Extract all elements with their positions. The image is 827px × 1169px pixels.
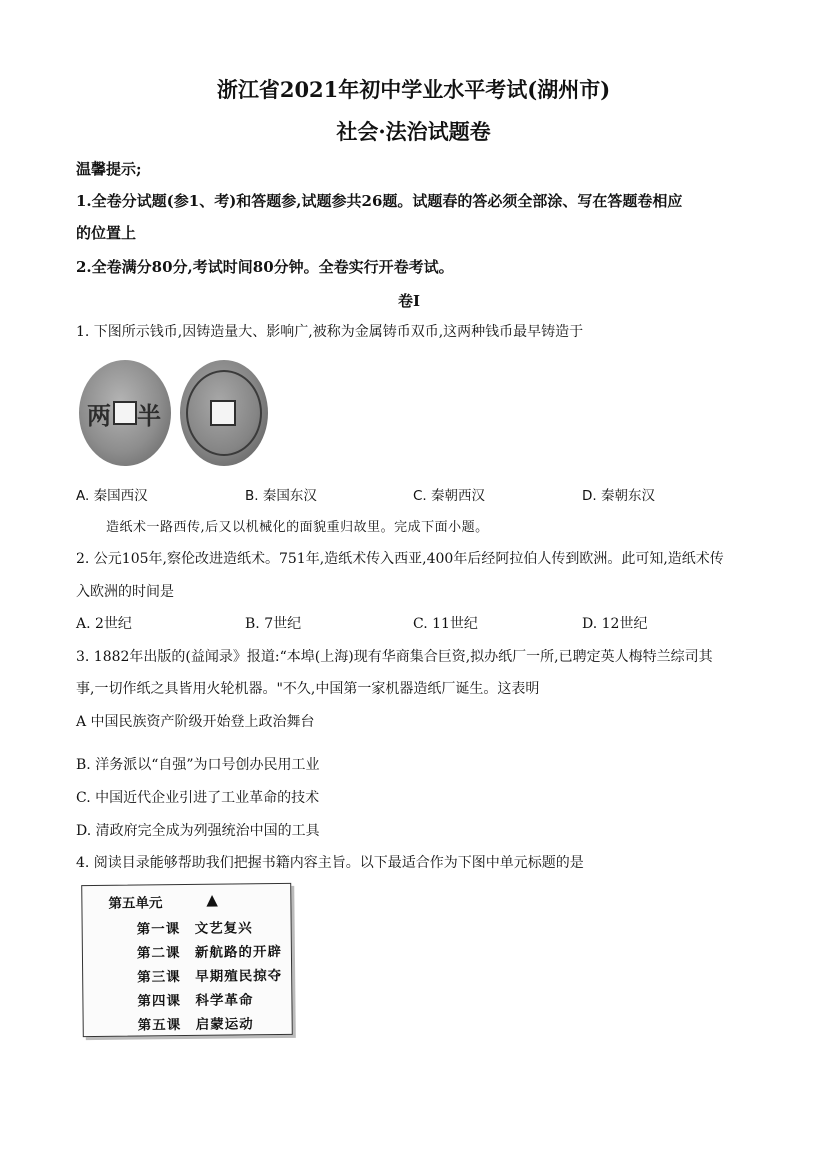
q1-option-d: D. 秦朝东汉	[582, 488, 655, 504]
q2-stem-line-1: 2. 公元105年,察伦改进造纸术。751年,造纸术传入西亚,400年后经阿拉伯人传到欧洲。此可知,造纸术传	[76, 551, 724, 567]
q4-stem: 4. 阅读目录能够帮助我们把握书籍内容主旨。以下最适合作为下图中单元标题的是	[76, 855, 584, 871]
coin-glyph-ban: 半	[137, 401, 161, 430]
q1-stem: 1. 下图所示钱币,因铸造量大、影响广,被称为金属铸币双币,这两种钱币最早铸造于	[76, 324, 584, 340]
q3-option-d: D. 清政府完全成为列强统治中国的工具	[76, 823, 320, 839]
section-label: 卷Ⅰ	[398, 292, 421, 310]
q3-stem-line-1: 3. 1882年出版的(益闻录》报道:“本埠(上海)现有华商集合巨资,拟办纸厂一所,已聘定英人梅特兰综司其	[76, 649, 713, 665]
lesson-name: 早期殖民掠夺	[195, 968, 283, 985]
lesson-number: 第三课	[137, 969, 181, 986]
exam-subtitle: 社会·法治试题卷	[336, 119, 491, 144]
lesson-number: 第一课	[136, 921, 181, 938]
q1-option-a: A. 秦国西汉	[76, 488, 148, 504]
coin-glyph-liang: 两	[87, 401, 111, 430]
q2-option-c: C. 11世纪	[413, 616, 478, 632]
material-text: 造纸术一路西传,后又以机械化的面貌重归故里。完成下面小题。	[106, 520, 489, 535]
notice-item-1-line-1: 1.全卷分试题(参1、考)和答题参,试题参共26题。试题春的答必须全部涂、写在答题卷相应	[76, 192, 683, 210]
exam-title: 浙江省2021年初中学业水平考试(湖州市)	[216, 77, 611, 102]
lesson-name: 启蒙运动	[195, 1016, 254, 1033]
q2-option-b: B. 7世纪	[245, 616, 302, 632]
q2-option-a: A. 2世纪	[76, 616, 132, 632]
wuzhu-coin-icon	[180, 360, 268, 466]
notice-heading: 温馨提示;	[76, 160, 142, 178]
q2-stem-line-2: 入欧洲的时间是	[76, 584, 174, 600]
q1-option-b: B. 秦国东汉	[245, 488, 317, 504]
table-of-contents-figure	[81, 883, 293, 1037]
unit-title-placeholder-marker: ▲	[206, 890, 219, 909]
q3-option-b: B. 洋务派以“自强”为口号创办民用工业	[76, 757, 320, 773]
lesson-number: 第四课	[137, 993, 182, 1010]
q2-option-d: D. 12世纪	[582, 616, 648, 632]
lesson-name: 科学革命	[195, 992, 254, 1009]
lesson-name: 文艺复兴	[194, 920, 253, 937]
lesson-number: 第五课	[137, 1017, 182, 1034]
unit-label: 第五单元	[108, 895, 163, 912]
q1-option-c: C. 秦朝西汉	[413, 488, 486, 504]
q3-option-a: A 中国民族资产阶级开始登上政治舞台	[76, 714, 315, 730]
banliang-coin-icon	[79, 360, 171, 466]
lesson-number: 第二课	[136, 945, 181, 962]
notice-item-1-line-2: 的位置上	[76, 224, 137, 242]
lesson-name: 新航路的开辟	[194, 944, 283, 961]
notice-item-2: 2.全卷满分80分,考试时间80分钟。全卷实行开卷考试。	[76, 258, 454, 276]
q3-option-c: C. 中国近代企业引进了工业革命的技术	[76, 790, 320, 806]
q3-stem-line-2: 事,一切作纸之具皆用火轮机器。"不久,中国第一家机器造纸厂诞生。这表明	[76, 681, 540, 697]
